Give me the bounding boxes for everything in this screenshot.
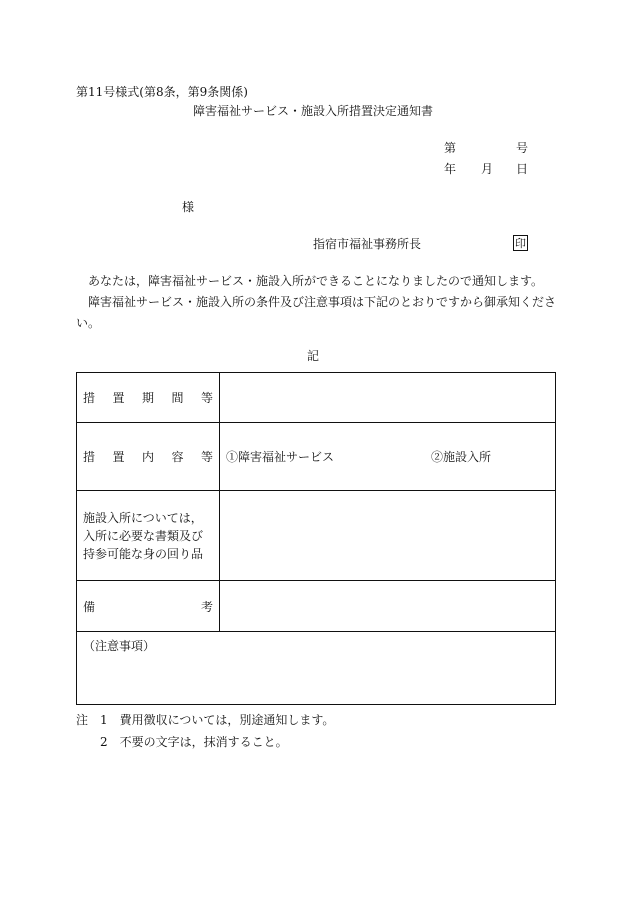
content-label-char: 措	[83, 450, 96, 464]
content-label	[83, 448, 213, 465]
content-options	[226, 448, 549, 465]
date-day-label: 日	[516, 162, 529, 176]
content-label-char: 置	[112, 450, 125, 464]
period-label-char: 間	[171, 391, 184, 405]
items-label-line-2: 入所に必要な書類及び	[83, 528, 204, 543]
content-label-cell	[77, 423, 220, 491]
body-paragraph-2: 障害福祉サービス・施設入所の条件及び注意事項は下記のとおりですから御承知ください。	[76, 295, 557, 330]
content-label-char: 等	[200, 450, 213, 464]
remarks-label-char: 考	[200, 599, 213, 614]
details-table	[76, 372, 556, 705]
date-month-label: 月	[481, 162, 494, 176]
form-number: 第11号様式(第8条，第9条関係)	[76, 85, 248, 99]
period-label-cell	[77, 373, 220, 423]
content-label-char: 内	[141, 450, 154, 464]
notes-label: （注意事項）	[83, 639, 156, 653]
content-label-char: 容	[171, 450, 184, 464]
period-label-char: 措	[83, 391, 96, 405]
remarks-value-cell[interactable]	[220, 581, 556, 632]
period-label	[83, 389, 213, 406]
document-title: 障害福祉サービス・施設入所措置決定通知書	[193, 104, 434, 118]
table-row-content	[77, 423, 556, 491]
seal-mark: 印	[515, 237, 526, 250]
items-label-line-1: 施設入所については，	[83, 510, 203, 525]
period-value-cell[interactable]	[220, 373, 556, 423]
table-row-notes	[77, 632, 556, 705]
items-label-line-3: 持参可能な身の回り品	[83, 546, 204, 561]
period-label-char: 期	[141, 391, 154, 405]
table-row-remarks	[77, 581, 556, 632]
recipient-honorific: 様	[182, 200, 195, 214]
content-value-cell[interactable]	[220, 423, 556, 491]
notes-cell[interactable]	[77, 632, 556, 705]
table-row-items	[77, 491, 556, 581]
remarks-label-char: 備	[83, 599, 96, 614]
items-value-cell[interactable]	[220, 491, 556, 581]
remarks-label	[83, 598, 213, 615]
items-label-cell	[77, 491, 220, 581]
document-number-suffix: 号	[516, 141, 529, 155]
period-label-char: 等	[200, 391, 213, 405]
date-year-label: 年	[444, 162, 457, 176]
content-option-facility-admission: ②施設入所	[431, 450, 492, 464]
table-row-period	[77, 373, 556, 423]
remarks-label-cell	[77, 581, 220, 632]
content-option-welfare-service: ①障害福祉サービス	[226, 450, 335, 464]
footnote-2: 2 不要の文字は，抹消すること。	[100, 735, 288, 749]
issuer-name: 指宿市福祉事務所長	[313, 237, 422, 251]
document-number-prefix: 第	[444, 141, 457, 155]
body-paragraph-1: あなたは，障害福祉サービス・施設入所ができることになりましたので通知します。	[88, 274, 544, 288]
period-label-char: 置	[112, 391, 125, 405]
body-text	[76, 271, 556, 334]
footnote-1: 注 1 費用徴収については，別途通知します。	[76, 713, 335, 727]
ki-heading: 記	[307, 349, 320, 363]
